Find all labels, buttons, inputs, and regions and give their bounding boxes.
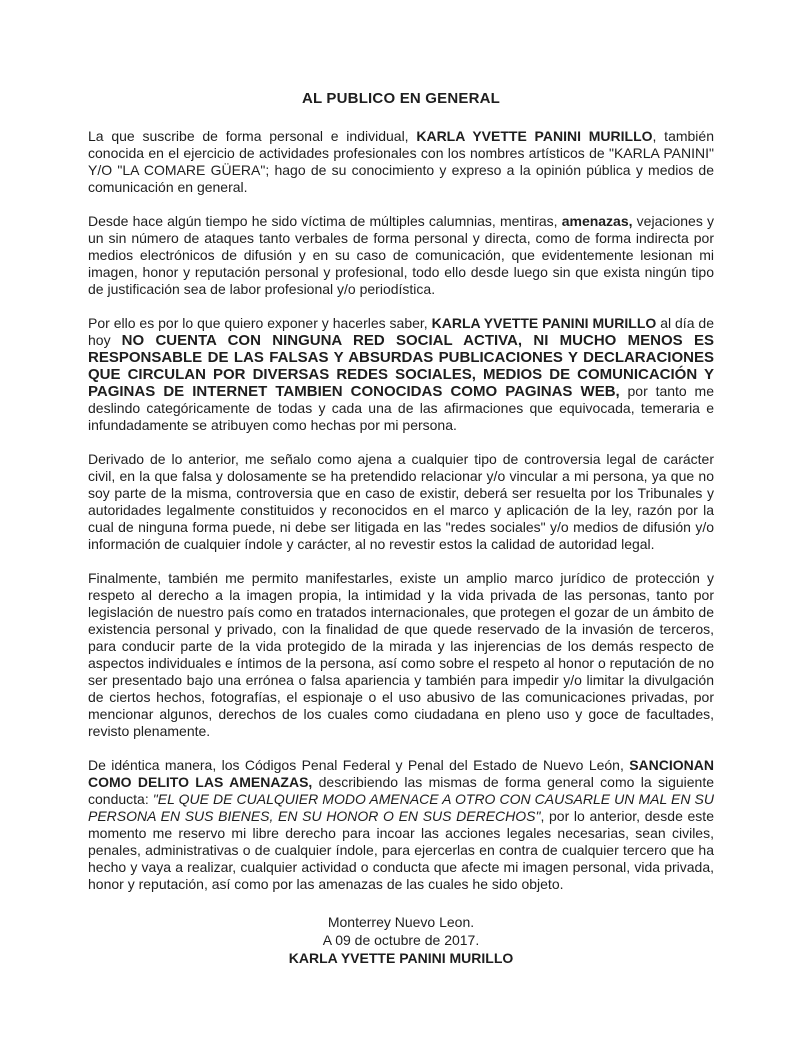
- p6-text-3: , por lo anterior, desde este momento me reservo mi libre derecho para incoar las acciones legales necesarias, sean civiles, penales, administrativas o de cualquier índole, para ejercerlas en contra de cualquier tercero que ha hecho y vaya a realizar, cualquier actividad o conducta que afecte mi imagen personal, vida privada, honor y reputación, así como por las amenazas de las cuales he sido objeto.: [88, 808, 714, 892]
- paragraph-social-networks: [88, 315, 714, 434]
- signature-name: KARLA YVETTE PANINI MURILLO: [288, 950, 514, 966]
- p1-text-2: , también conocida en el ejercicio de actividades profesionales con los nombres artísticos de "KARLA PANINI" Y/O "LA COMARE GÜERA"; hago de su conocimiento y expreso a la opinión pública y medios de comunicación en general.: [88, 128, 714, 195]
- p2-text-2: vejaciones y un sin número de ataques tanto verbales de forma personal y directa, como de forma indirecta por medios electrónicos de difusión y en su caso de comunicación, que evidentemente lesionan mi imagen, honor y reputación personal y profesional, todo ello desde luego sin que exista ningún tipo de justificación sea de labor profesional y/o periodística.: [88, 213, 714, 297]
- p3-text-3: por tanto me deslindo categóricamente de todas y cada una de las afirmaciones que equivocada, temeraria e infundadamente se atribuyen como hechas por mi persona.: [88, 383, 714, 433]
- signature-place: Monterrey Nuevo Leon.: [327, 914, 475, 930]
- paragraph-legal-framework: Finalmente, también me permito manifestarles, existe un amplio marco jurídico de protección y respeto al derecho a la imagen propia, la intimidad y la vida privada de las personas, tanto por legislación de nuestro país como en tratados internacionales, que protegen el gozar de un ámbito de existencia personal y privado, con la finalidad de que quede reservado de la invasión de terceros, para conducir parte de la vida protegido de la mirada y las injerencias de los demás respecto de aspectos individuales e íntimos de la persona, así como sobre el respeto al honor o reputación de no ser presentado bajo una errónea o falsa apariencia y también para impedir y/o limitar la divulgación de ciertos hechos, fotografías, el espionaje o el uso abusivo de las comunicaciones privadas, por mencionar algunos, derechos de los cuales como ciudadana en pleno uso y goce de facultades, revisto plenamente.: [88, 570, 714, 739]
- p6-text-2: describiendo las mismas de forma general como la siguiente conducta:: [88, 774, 714, 807]
- p1-bold-name: KARLA YVETTE PANINI MURILLO: [416, 128, 653, 144]
- p6-text-1: De idéntica manera, los Códigos Penal Federal y Penal del Estado de Nuevo León,: [88, 757, 630, 773]
- paragraph-victim: [88, 213, 714, 298]
- document-title: AL PUBLICO EN GENERAL: [301, 90, 501, 107]
- paragraph-intro: [88, 128, 714, 196]
- p3-text-1: Por ello es por lo que quiero exponer y hacerles saber,: [88, 315, 432, 331]
- p3-bold-statement: NO CUENTA CON NINGUNA RED SOCIAL ACTIVA, NI MUCHO MENOS ES RESPONSABLE DE LAS FALSAS Y ABSURDAS PUBLICACIONES Y DECLARACIONES QUE CIRCULAN POR DIVERSAS REDES SOCIALES, MEDIOS DE COMUNICACIÓN Y PAGINAS DE INTERNET TAMBIEN CONOCIDAS COMO PAGINAS WEB,: [88, 332, 714, 400]
- p1-text-1: La que suscribe de forma personal e individual,: [88, 128, 417, 144]
- signature-block: [88, 913, 714, 967]
- paragraph-penal-codes: [88, 757, 714, 893]
- p6-italic-quote: "EL QUE DE CUALQUIER MODO AMENACE A OTRO CON CAUSARLE UN MAL EN SU PERSONA EN SUS BIENES, EN SU HONOR O EN SUS DERECHOS": [88, 791, 714, 824]
- p3-text-2: al día de hoy: [88, 315, 714, 348]
- signature-date: A 09 de octubre de 2017.: [322, 932, 480, 948]
- p3-bold-name: KARLA YVETTE PANINI MURILLO: [431, 315, 657, 331]
- p2-text-1: Desde hace algún tiempo he sido víctima de múltiples calumnias, mentiras,: [88, 213, 562, 229]
- paragraph-controversy: Derivado de lo anterior, me señalo como ajena a cualquier tipo de controversia legal de carácter civil, en la que falsa y dolosamente se ha pretendido relacionar y/o vincular a mi persona, ya que no soy parte de la misma, controversia que en caso de existir, deberá ser resuelta por los Tribunales y autoridades legalmente constituidos y reconocidos en el marco y aplicación de la ley, razón por la cual de ninguna forma puede, ni debe ser litigada en las "redes sociales" y/o medios de difusión y/o información de cualquier índole y carácter, al no revestir estos la calidad de autoridad legal.: [88, 451, 714, 552]
- p6-bold-sancionan: SANCIONAN COMO DELITO LAS AMENAZAS,: [88, 757, 714, 790]
- p2-bold-amenazas: amenazas,: [561, 213, 633, 229]
